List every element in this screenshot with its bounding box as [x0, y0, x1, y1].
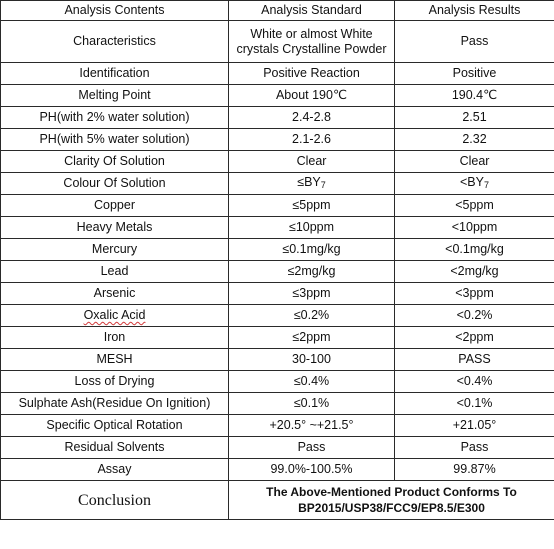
row-result: Pass: [395, 21, 554, 63]
table-row: [1, 393, 554, 415]
row-result: +21.05°: [395, 415, 554, 437]
row-result: <0.1mg/kg: [395, 239, 554, 261]
table-row: [1, 85, 554, 107]
row-standard: ≤0.4%: [229, 371, 395, 393]
conclusion-text: The Above-Mentioned Product Conforms To BP2015/USP38/FCC9/EP8.5/E300: [229, 481, 554, 520]
row-item: Identification: [1, 63, 229, 85]
row-standard: Pass: [229, 437, 395, 459]
row-standard-subscript: 7: [320, 179, 326, 190]
row-result: [395, 173, 554, 195]
row-item: [1, 305, 229, 327]
row-standard: Clear: [229, 151, 395, 173]
row-standard: 99.0%-100.5%: [229, 459, 395, 481]
table-row: [1, 21, 554, 63]
conclusion-row: [1, 481, 554, 520]
row-result: <3ppm: [395, 283, 554, 305]
row-item: Mercury: [1, 239, 229, 261]
row-item: Copper: [1, 195, 229, 217]
table-row: [1, 349, 554, 371]
row-result: Clear: [395, 151, 554, 173]
row-result: <10ppm: [395, 217, 554, 239]
table-row: [1, 195, 554, 217]
row-result: <2ppm: [395, 327, 554, 349]
row-result: <5ppm: [395, 195, 554, 217]
table-row: [1, 371, 554, 393]
row-item: MESH: [1, 349, 229, 371]
row-item: Lead: [1, 261, 229, 283]
row-standard: ≤0.1mg/kg: [229, 239, 395, 261]
row-standard: ≤0.1%: [229, 393, 395, 415]
row-standard: 2.4-2.8: [229, 107, 395, 129]
table-row: [1, 261, 554, 283]
header-analysis-results: Analysis Results: [395, 1, 554, 21]
row-result-subscript: 7: [483, 179, 489, 190]
row-standard: 2.1-2.6: [229, 129, 395, 151]
row-result: <2mg/kg: [395, 261, 554, 283]
row-item: Loss of Drying: [1, 371, 229, 393]
row-item: Sulphate Ash(Residue On Ignition): [1, 393, 229, 415]
row-result: 190.4℃: [395, 85, 554, 107]
table-row: [1, 239, 554, 261]
table-row: [1, 437, 554, 459]
row-result: 99.87%: [395, 459, 554, 481]
row-result: Positive: [395, 63, 554, 85]
row-standard-text: ≤BY: [297, 174, 321, 189]
row-item: PH(with 5% water solution): [1, 129, 229, 151]
row-standard: [229, 173, 395, 195]
row-standard: +20.5° ~+21.5°: [229, 415, 395, 437]
table-row: [1, 283, 554, 305]
table-row: [1, 107, 554, 129]
row-item: Specific Optical Rotation: [1, 415, 229, 437]
row-item: Residual Solvents: [1, 437, 229, 459]
table-row: [1, 459, 554, 481]
row-item: Heavy Metals: [1, 217, 229, 239]
row-standard: White or almost White crystals Crystalline Powder: [229, 21, 395, 63]
header-analysis-standard: Analysis Standard: [229, 1, 395, 21]
row-item: Clarity Of Solution: [1, 151, 229, 173]
row-result: 2.51: [395, 107, 554, 129]
table-row: [1, 151, 554, 173]
table-row: [1, 63, 554, 85]
row-item: Arsenic: [1, 283, 229, 305]
row-item: Assay: [1, 459, 229, 481]
row-result: <0.4%: [395, 371, 554, 393]
row-item: Characteristics: [1, 21, 229, 63]
row-standard: ≤5ppm: [229, 195, 395, 217]
table-row: [1, 173, 554, 195]
row-result-text: <BY: [460, 174, 484, 189]
row-standard: ≤0.2%: [229, 305, 395, 327]
row-item: Melting Point: [1, 85, 229, 107]
row-result: <0.2%: [395, 305, 554, 327]
row-item: Iron: [1, 327, 229, 349]
table-row: [1, 415, 554, 437]
row-standard: ≤2mg/kg: [229, 261, 395, 283]
header-row: [1, 1, 554, 21]
conclusion-label: Conclusion: [1, 481, 229, 520]
row-result: <0.1%: [395, 393, 554, 415]
table-row: [1, 217, 554, 239]
row-item: PH(with 2% water solution): [1, 107, 229, 129]
header-analysis-contents: Analysis Contents: [1, 1, 229, 21]
table-row: [1, 129, 554, 151]
row-result: PASS: [395, 349, 554, 371]
row-standard: ≤3ppm: [229, 283, 395, 305]
row-standard: Positive Reaction: [229, 63, 395, 85]
row-result: 2.32: [395, 129, 554, 151]
row-standard: 30-100: [229, 349, 395, 371]
row-standard: About 190℃: [229, 85, 395, 107]
row-item-text: Oxalic Acid: [83, 308, 146, 322]
row-standard: ≤2ppm: [229, 327, 395, 349]
row-result: Pass: [395, 437, 554, 459]
row-item: Colour Of Solution: [1, 173, 229, 195]
row-standard: ≤10ppm: [229, 217, 395, 239]
table-row: [1, 305, 554, 327]
table-row: [1, 327, 554, 349]
